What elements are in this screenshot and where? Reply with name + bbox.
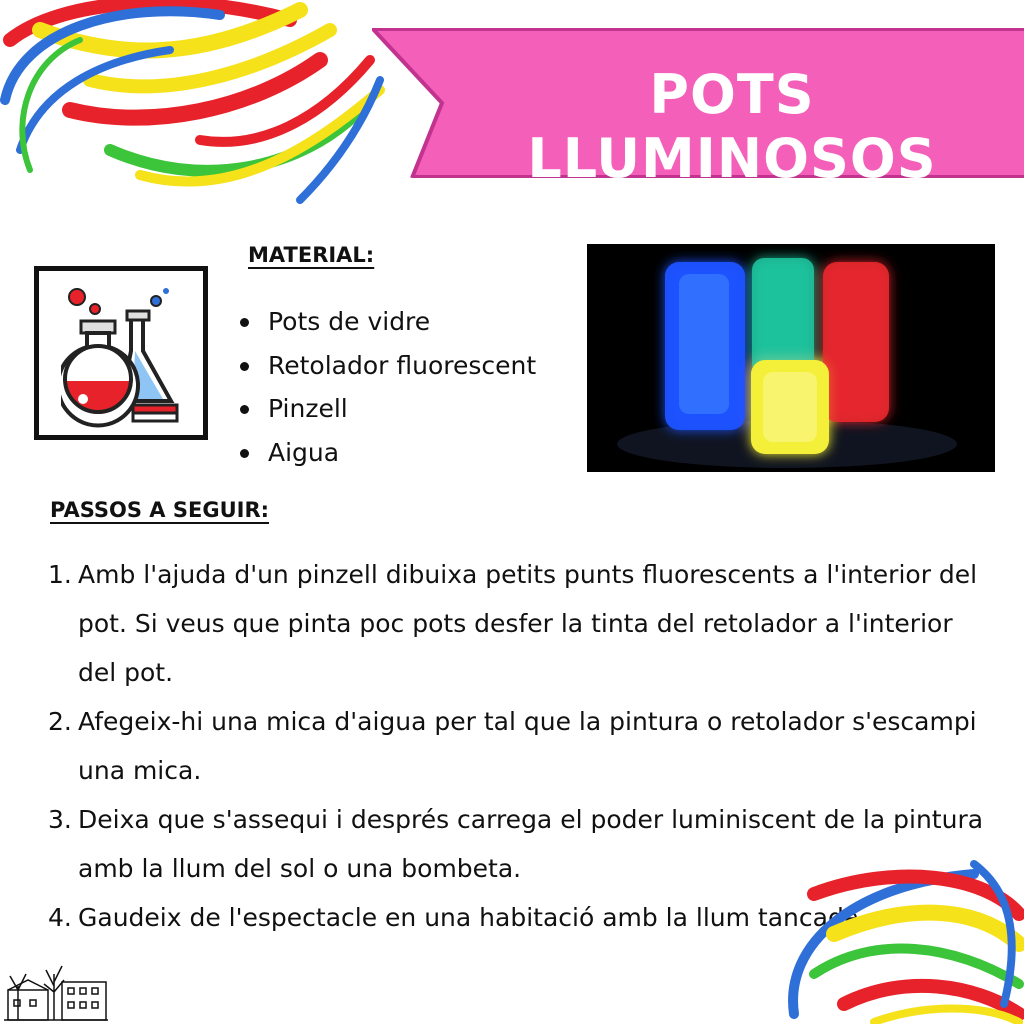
- material-list: [238, 300, 536, 474]
- step-number: 1.: [48, 560, 72, 589]
- material-item: Retolador fluorescent: [238, 344, 536, 388]
- material-heading: MATERIAL:: [248, 243, 375, 267]
- school-logo-icon: [0, 956, 112, 1024]
- material-item: Pinzell: [238, 387, 536, 431]
- title-banner: [372, 28, 1024, 190]
- step-number: 2.: [48, 707, 72, 736]
- step-text: Gaudeix de l'espectacle en una habitació amb la llum tancada.: [78, 903, 868, 932]
- step-number: 4.: [48, 903, 72, 932]
- page-title: POTS LLUMINOSOS: [527, 63, 937, 190]
- step-number: 3.: [48, 805, 72, 834]
- step-text: Afegeix-hi una mica d'aigua per tal que la pintura o retolador s'escampi una mica.: [78, 707, 977, 785]
- paint-swirl-decoration-bottom: [774, 854, 1024, 1024]
- material-icon-box: [34, 266, 208, 440]
- glowing-jars-photo: [587, 244, 995, 472]
- step-text: Deixa que s'assequi i després carrega el poder luminiscent de la pintura amb la llum del sol o una bombeta.: [78, 805, 984, 883]
- material-item: Pots de vidre: [238, 300, 536, 344]
- step-item: [48, 550, 998, 697]
- paint-swirl-decoration-top: [0, 0, 400, 210]
- material-item: Aigua: [238, 431, 536, 475]
- steps-heading: PASSOS A SEGUIR:: [50, 498, 270, 522]
- step-item: [48, 697, 998, 795]
- step-text: Amb l'ajuda d'un pinzell dibuixa petits punts fluorescents a l'interior del pot. Si veus que pinta poc pots desfer la tinta del retolador a l'interior del pot.: [78, 560, 978, 687]
- chemistry-flasks-icon: [61, 281, 191, 431]
